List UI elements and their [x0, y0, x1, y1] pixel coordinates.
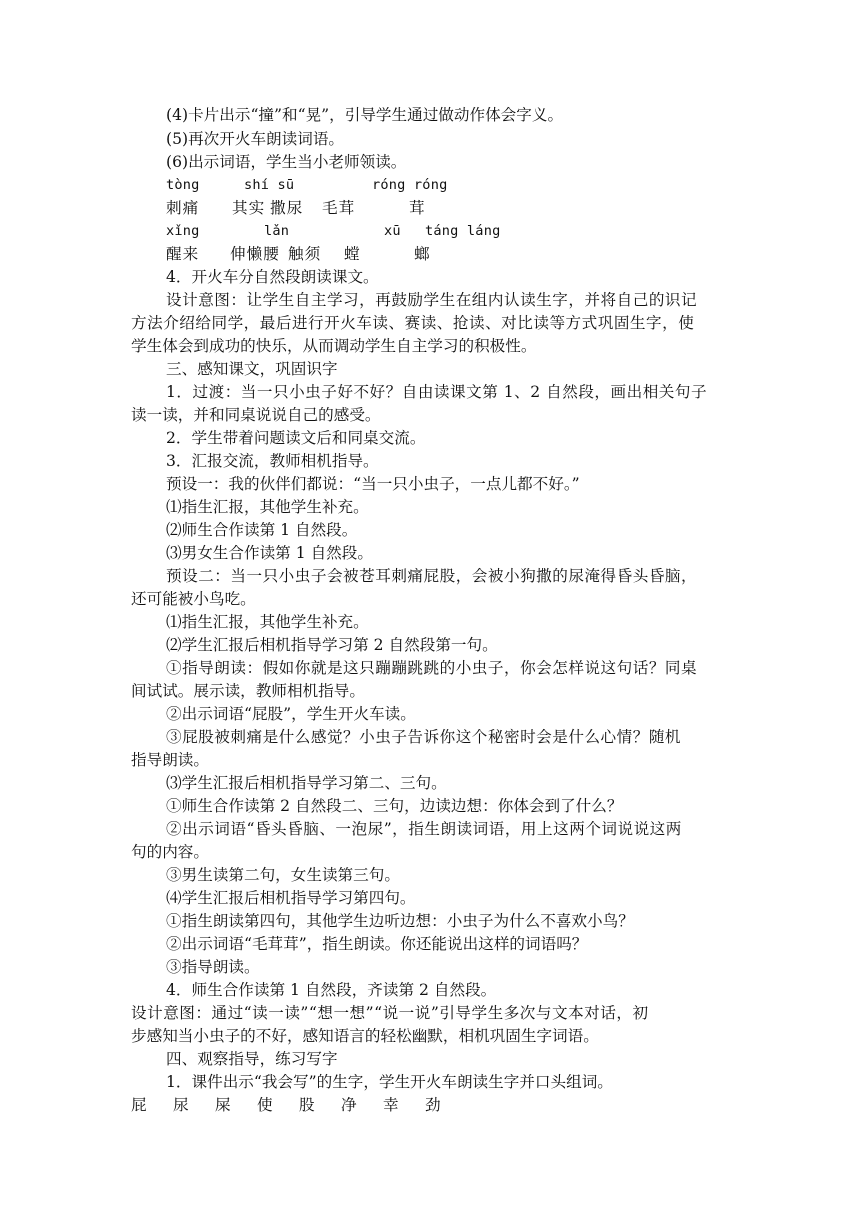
write-char: 股	[299, 1096, 315, 1114]
word: 毛茸	[322, 199, 356, 217]
text-line: (6)出示词语，学生当小老师领读。	[166, 153, 407, 171]
text-line: ①指导朗读：假如你就是这只蹦蹦跳跳的小虫子，你会怎样说这句话？同桌	[166, 659, 698, 677]
text-line: 4．开火车分自然段朗读课文。	[166, 268, 379, 286]
section-heading: 三、感知课文，巩固识字	[166, 360, 338, 378]
text-line: 设计意图：让学生自主学习，再鼓励学生在组内认读生字，并将自己的识记	[166, 291, 698, 309]
text-line: 1．课件出示“我会写”的生字，学生开火车朗读生字并口头组词。	[166, 1073, 613, 1091]
text-line: ⑴指生汇报，其他学生补充。	[166, 498, 369, 516]
word: 撒尿	[270, 199, 304, 217]
pinyin: xū	[384, 223, 401, 239]
word: 醒来	[166, 245, 200, 263]
text-line: ①指生朗读第四句，其他学生边听边想：小虫子为什么不喜欢小鸟？	[166, 912, 634, 930]
text-line: 学生体会到成功的快乐，从而调动学生自主学习的积极性。	[131, 337, 537, 355]
word-row	[0, 197, 860, 220]
write-char: 使	[257, 1096, 273, 1114]
text-line: 2．学生带着问题读文后和同桌交流。	[166, 429, 426, 447]
text-line: (4)卡片出示“撞”和“晃”，引导学生通过做动作体会字义。	[166, 106, 564, 124]
text-line: 还可能被小鸟吃。	[131, 590, 256, 608]
text-line: ②出示词语“屁股”，学生开火车读。	[166, 705, 416, 723]
pinyin-row	[0, 174, 860, 197]
text-line: 句的内容。	[131, 843, 209, 861]
pinyin: tòng	[166, 177, 200, 193]
text-line: ⑴指生汇报，其他学生补充。	[166, 613, 369, 631]
text-line: 预设一：我的伙伴们都说：“当一只小虫子，一点儿都不好。”	[166, 475, 580, 493]
text-line: ③屁股被刺痛是什么感觉？小虫子告诉你这个秘密时会是什么心情？随机	[166, 728, 682, 746]
pinyin-row	[0, 220, 860, 243]
text-line: 设计意图：通过“读一读”“想一想”“说一说”引导学生多次与文本对话，初	[131, 1004, 649, 1022]
write-char: 幸	[383, 1096, 399, 1114]
text-line: 读一读，并和同桌说说自己的感受。	[131, 406, 381, 424]
text-line: ③指导朗读。	[166, 958, 260, 976]
write-char: 屁	[131, 1096, 147, 1114]
text-line: ⑷学生汇报后相机指导学习第四句。	[166, 889, 416, 907]
text-line: ③男生读第二句，女生读第三句。	[166, 866, 400, 884]
write-char: 尿	[173, 1096, 189, 1114]
text-line: 方法介绍给同学，最后进行开火车读、赛读、抢读、对比读等方式巩固生字，使	[131, 314, 695, 332]
text-line: ⑵师生合作读第 1 自然段。	[166, 521, 358, 539]
text-line: ②出示词语“毛茸茸”，指生朗读。你还能说出这样的词语吗？	[166, 935, 588, 953]
text-line: (5)再次开火车朗读词语。	[166, 130, 345, 148]
word: 其实	[232, 199, 266, 217]
word: 伸懒腰	[230, 245, 280, 263]
text-line: ⑶男女生合作读第 1 自然段。	[166, 544, 373, 562]
pinyin: shí sū	[244, 177, 295, 193]
text-line: 步感知当小虫子的不好，感知语言的轻松幽默，相机巩固生字词语。	[131, 1027, 599, 1045]
word: 螳	[344, 245, 361, 263]
pinyin: lǎn	[264, 223, 290, 239]
text-line: 3．汇报交流，教师相机指导。	[166, 452, 379, 470]
pinyin: xǐng	[166, 223, 200, 239]
write-char: 劲	[425, 1096, 441, 1114]
word: 茸	[409, 199, 426, 217]
text-line: 1．过渡：当一只小虫子好不好？自由读课文第 1、2 自然段，画出相关句子	[166, 383, 708, 401]
text-line: 预设二：当一只小虫子会被苍耳刺痛屁股，会被小狗撒的尿淹得昏头昏脑，	[166, 567, 698, 585]
text-line: 指导朗读。	[131, 751, 209, 769]
pinyin: táng láng	[425, 223, 501, 239]
word: 螂	[414, 245, 431, 263]
write-char: 屎	[215, 1096, 231, 1114]
word: 刺痛	[166, 199, 200, 217]
pinyin: róng róng	[372, 177, 448, 193]
text-line: ②出示词语“昏头昏脑、一泡尿”，指生朗读词语，用上这两个词说说这两	[166, 820, 682, 838]
section-heading: 四、观察指导，练习写字	[166, 1050, 338, 1068]
text-line: 4．师生合作读第 1 自然段，齐读第 2 自然段。	[166, 981, 497, 999]
writing-characters	[0, 1094, 860, 1117]
text-line: 间试试。展示读，教师相机指导。	[131, 682, 365, 700]
word-row	[0, 243, 860, 266]
text-line: ①师生合作读第 2 自然段二、三句，边读边想：你体会到了什么？	[166, 797, 623, 815]
text-line: ⑵学生汇报后相机指导学习第 2 自然段第一句。	[166, 636, 498, 654]
word: 触须	[288, 245, 322, 263]
text-line: ⑶学生汇报后相机指导学习第二、三句。	[166, 774, 447, 792]
write-char: 净	[341, 1096, 357, 1114]
